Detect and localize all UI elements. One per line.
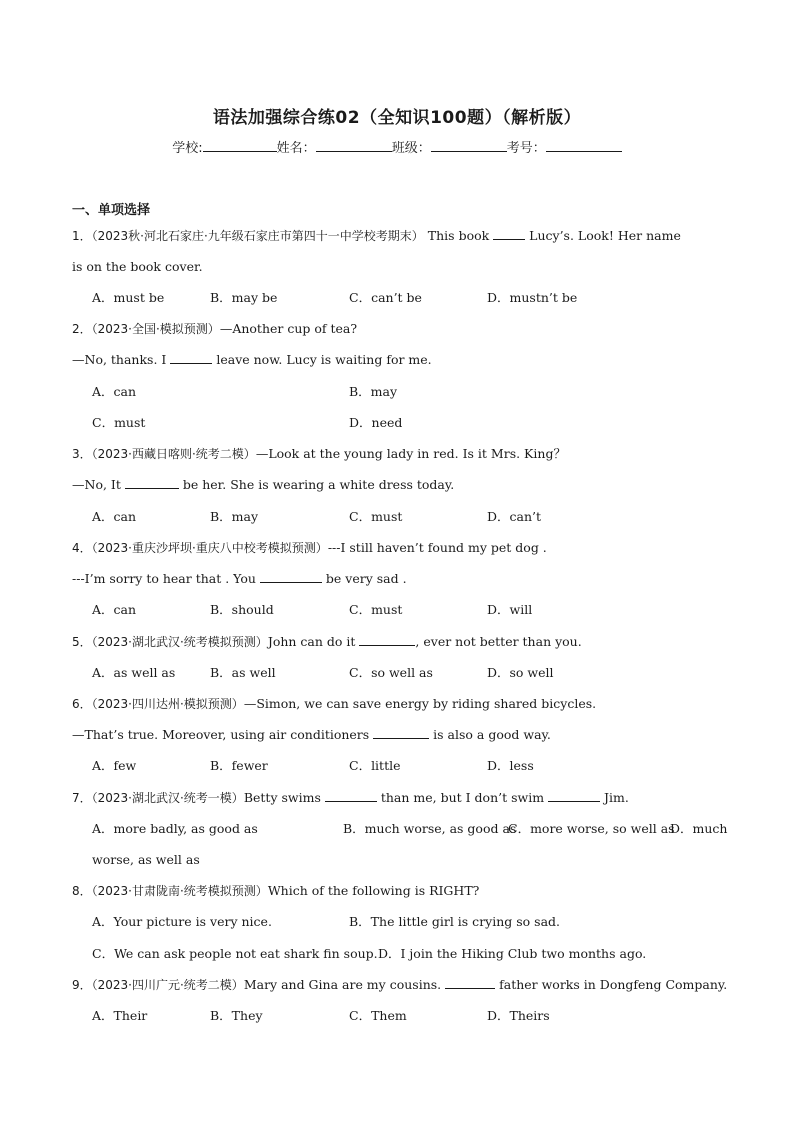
id-field[interactable] — [546, 139, 622, 152]
q6-option-d[interactable]: D．less — [487, 758, 534, 773]
name-field[interactable] — [316, 139, 392, 152]
q5-option-c[interactable]: C．so well as — [349, 665, 433, 680]
q8-option-b[interactable]: B．The little girl is crying so sad. — [349, 914, 561, 929]
name-label: 姓名： — [276, 141, 316, 156]
page-title: 语法加强综合练02（全知识100题）（解析版） — [212, 108, 582, 128]
answer-blank — [170, 351, 212, 364]
class-field[interactable] — [431, 139, 507, 152]
q8-option-d[interactable]: D．I join the Hiking Club two months ago. — [378, 946, 647, 961]
question-7-stem: 7．（2023·湖北武汉·统考一模）Betty swims than me, but I don’t swim Jim. — [72, 790, 629, 805]
section-heading: 一、单项选择 — [72, 203, 151, 218]
school-field[interactable] — [203, 139, 277, 152]
question-9-stem: 9．（2023·四川广元·统考二模）Mary and Gina are my cousins. father works in Dongfeng Company. — [72, 977, 728, 992]
answer-blank — [325, 789, 377, 802]
q5-option-a[interactable]: A．as well as — [92, 665, 176, 680]
q2-option-b[interactable]: B．may — [349, 384, 398, 399]
q7-option-a[interactable]: A．more badly, as good as — [92, 821, 258, 836]
question-2-stem-cont: —No, thanks. I leave now. Lucy is waiting for me. — [72, 352, 432, 367]
id-label: 考号： — [506, 141, 546, 156]
q4-option-c[interactable]: C．must — [349, 602, 403, 617]
q9-option-c[interactable]: C．Them — [349, 1008, 407, 1023]
q4-option-a[interactable]: A．can — [92, 602, 137, 617]
question-4-stem-cont: ---I’m sorry to hear that . You be very sad . — [72, 571, 407, 586]
q1-option-b[interactable]: B．may be — [210, 290, 278, 305]
q3-option-c[interactable]: C．must — [349, 509, 403, 524]
answer-blank — [548, 789, 600, 802]
q2-option-c[interactable]: C．must — [92, 415, 146, 430]
q1-option-c[interactable]: C．can’t be — [349, 290, 422, 305]
q6-option-c[interactable]: C．little — [349, 758, 401, 773]
question-8-stem: 8．（2023·甘肃陇南·统考模拟预测）Which of the following is RIGHT? — [72, 883, 480, 898]
q5-option-d[interactable]: D．so well — [487, 665, 554, 680]
q6-option-b[interactable]: B．fewer — [210, 758, 268, 773]
q2-option-d[interactable]: D．need — [349, 415, 403, 430]
q9-option-a[interactable]: A．Their — [92, 1008, 148, 1023]
q6-option-a[interactable]: A．few — [92, 758, 137, 773]
q4-option-d[interactable]: D．will — [487, 602, 533, 617]
q7-option-b[interactable]: B．much worse, as good as — [343, 821, 517, 836]
q7-option-d-wrap[interactable]: worse, as well as — [92, 852, 200, 867]
q3-option-a[interactable]: A．can — [92, 509, 137, 524]
question-6-stem: 6．（2023·四川达州·模拟预测）—Simon, we can save energy by riding shared bicycles. — [72, 696, 597, 711]
q1-option-a[interactable]: A．must be — [92, 290, 165, 305]
q5-option-b[interactable]: B．as well — [210, 665, 276, 680]
question-3-stem-cont: —No, It be her. She is wearing a white dress today. — [72, 477, 455, 492]
answer-blank — [359, 633, 415, 646]
q9-option-b[interactable]: B．They — [210, 1008, 263, 1023]
q4-option-b[interactable]: B．should — [210, 602, 274, 617]
question-6-stem-cont: —That’s true. Moreover, using air conditioners is also a good way. — [72, 727, 551, 742]
q7-option-d[interactable]: D．much — [670, 821, 728, 836]
question-5-stem: 5．（2023·湖北武汉·统考模拟预测）John can do it , ever not better than you. — [72, 634, 582, 649]
answer-blank — [260, 570, 322, 583]
class-label: 班级： — [391, 141, 431, 156]
question-4-stem: 4．（2023·重庆沙坪坝·重庆八中校考模拟预测）---I still haven’t found my pet dog . — [72, 540, 547, 555]
q7-option-c[interactable]: C．more worse, so well as — [508, 821, 675, 836]
q1-option-d[interactable]: D．mustn’t be — [487, 290, 578, 305]
q8-option-a[interactable]: A．Your picture is very nice. — [92, 914, 272, 929]
answer-blank — [493, 227, 525, 240]
question-1-stem-cont: is on the book cover. — [72, 259, 203, 274]
q3-option-b[interactable]: B．may — [210, 509, 259, 524]
school-label: 学校: — [172, 141, 203, 156]
q8-option-c[interactable]: C．We can ask people not eat shark fin soup. — [92, 946, 378, 961]
answer-blank — [445, 976, 495, 989]
question-2-stem: 2．（2023·全国·模拟预测）—Another cup of tea? — [72, 321, 358, 336]
q3-option-d[interactable]: D．can’t — [487, 509, 542, 524]
answer-blank — [125, 476, 179, 489]
answer-blank — [373, 726, 429, 739]
question-3-stem: 3．（2023·西藏日喀则·统考二模）—Look at the young lady in red. Is it Mrs. King？ — [72, 446, 566, 461]
student-info-line — [0, 137, 794, 156]
q9-option-d[interactable]: D．Theirs — [487, 1008, 550, 1023]
question-1-stem: 1．（2023秋·河北石家庄·九年级石家庄市第四十一中学校考期末） This book Lucy’s. Look! Her name — [72, 228, 681, 243]
q2-option-a[interactable]: A．can — [92, 384, 137, 399]
